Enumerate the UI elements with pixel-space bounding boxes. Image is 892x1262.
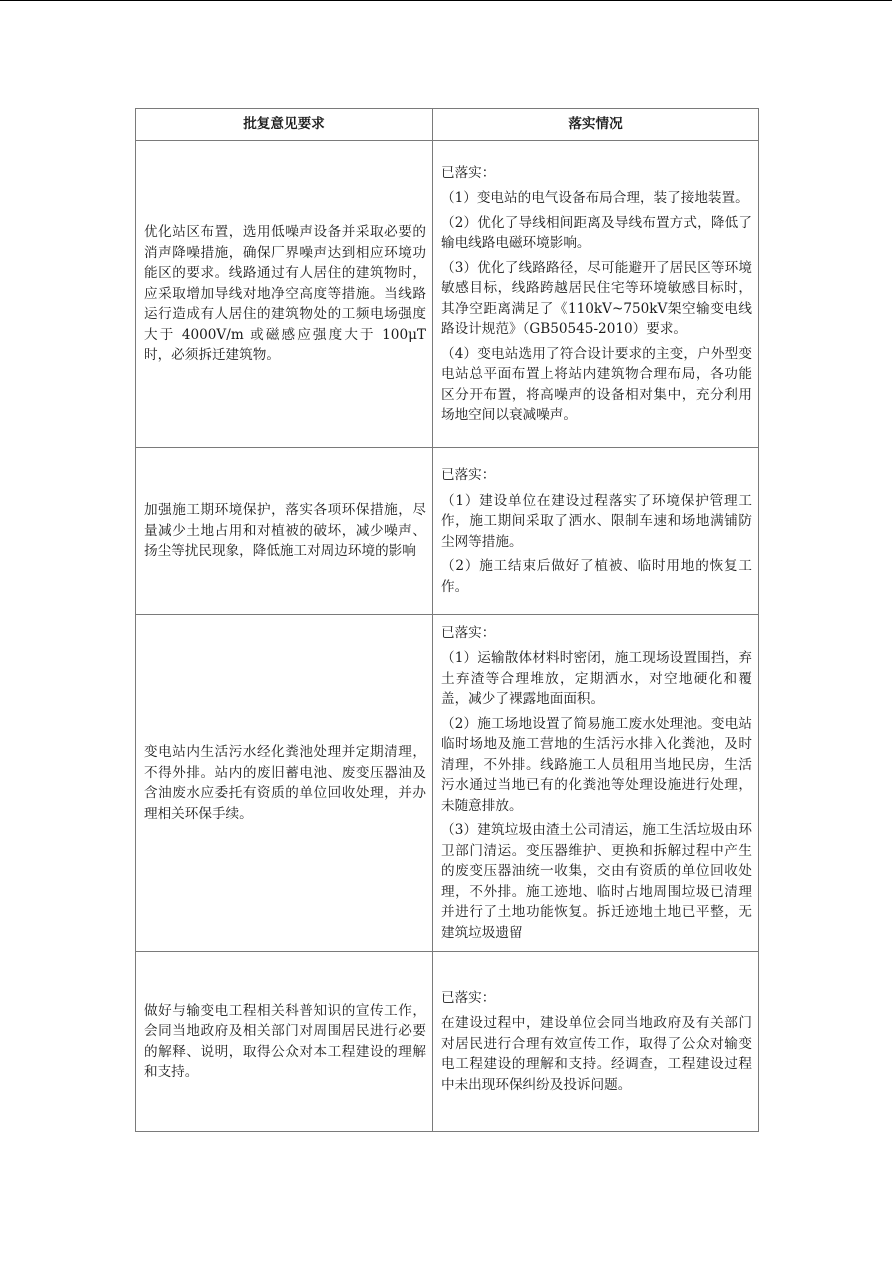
table-row [136,448,759,615]
page-top-rule [0,0,892,1]
requirement-cell: 优化站区布置，选用低噪声设备并采取必要的消声降噪措施，确保厂界噪声达到相应环境功能区的要求。线路通过有人居住的建筑物时，应采取增加导线对地净空高度等措施。当线路运行造成有人居住的建筑物处的工频电场强度大于 4000V/m 或磁感应强度大于 100μT 时，必须拆迁建筑物。 [136,141,433,448]
implementation-paragraph: （1）运输散体材料时密闭，施工现场设置围挡，弃土弃渣等合理堆放，定期洒水，对空地硬化和覆盖，减少了裸露地面面积。 [441,650,752,708]
header-requirement: 批复意见要求 [136,109,433,141]
implementation-paragraph: （4）变电站选用了符合设计要求的主变，户外型变电站总平面布置上将站内建筑物合理布局，各功能区分开布置，将高噪声的设备相对集中，充分利用场地空间以衰减噪声。 [441,345,752,423]
approval-requirements-table [135,108,759,1132]
implementation-cell [433,952,759,1132]
implementation-cell [433,615,759,952]
requirement-cell: 做好与输变电工程相关科普知识的宣传工作，会同当地政府及相关部门对周围居民进行必要的解释、说明，取得公众对本工程建设的理解和支持。 [136,952,433,1132]
table-row [136,952,759,1132]
implementation-cell [433,141,759,448]
table-row [136,141,759,448]
implementation-cell [433,448,759,615]
header-implementation: 落实情况 [433,109,759,141]
implementation-paragraph: （3）建筑垃圾由渣土公司清运，施工生活垃圾由环卫部门清运。变压器维护、更换和拆解过程中产生的废变压器油统一收集，交由有资质的单位回收处理，不外排。施工迹地、临时占地周围垃圾已清理并进行了土地功能恢复。拆迁迹地土地已平整，无建筑垃圾遗留 [441,822,752,941]
requirement-cell: 变电站内生活污水经化粪池处理并定期清理，不得外排。站内的废旧蓄电池、废变压器油及含油废水应委托有资质的单位回收处理，并办理相关环保手续。 [136,615,433,952]
status-label: 已落实： [441,989,496,1006]
implementation-paragraph: （2）优化了导线相间距离及导线布置方式，降低了输电线路电磁环境影响。 [441,214,752,251]
implementation-paragraph: （2）施工结束后做好了植被、临时用地的恢复工作。 [441,558,752,595]
requirement-cell: 加强施工期环境保护，落实各项环保措施，尽量减少土地占用和对植被的破坏，减少噪声、扬尘等扰民现象，降低施工对周边环境的影响 [136,448,433,615]
implementation-paragraph: 在建设过程中，建设单位会同当地政府及有关部门对居民进行合理有效宣传工作，取得了公众对输变电工程建设的理解和支持。经调查，工程建设过程中未出现环保纠纷及投诉问题。 [441,1015,752,1093]
implementation-paragraph: （1）建设单位在建设过程落实了环境保护管理工作，施工期间采取了洒水、限制车速和场地满铺防尘网等措施。 [441,492,752,550]
table-row [136,615,759,952]
status-label: 已落实： [441,467,496,483]
status-label: 已落实： [441,164,496,181]
implementation-paragraph: （2）施工场地设置了简易施工废水处理池。变电站临时场地及施工营地的生活污水排入化粪池，及时清理，不外排。线路施工人员租用当地民房，生活污水通过当地已有的化粪池等处理设施进行处理，未随意排放。 [441,715,752,814]
implementation-paragraph: （3）优化了线路路径，尽可能避开了居民区等环境敏感目标，线路跨越居民住宅等环境敏感目标时，其净空距离满足了《110kV~750kV架空输变电线路设计规范》（GB50545-2010）要求。 [441,259,752,337]
status-label: 已落实： [441,624,496,641]
table-header-row [136,109,759,141]
implementation-paragraph: （1）变电站的电气设备布局合理，装了接地装置。 [441,190,749,206]
